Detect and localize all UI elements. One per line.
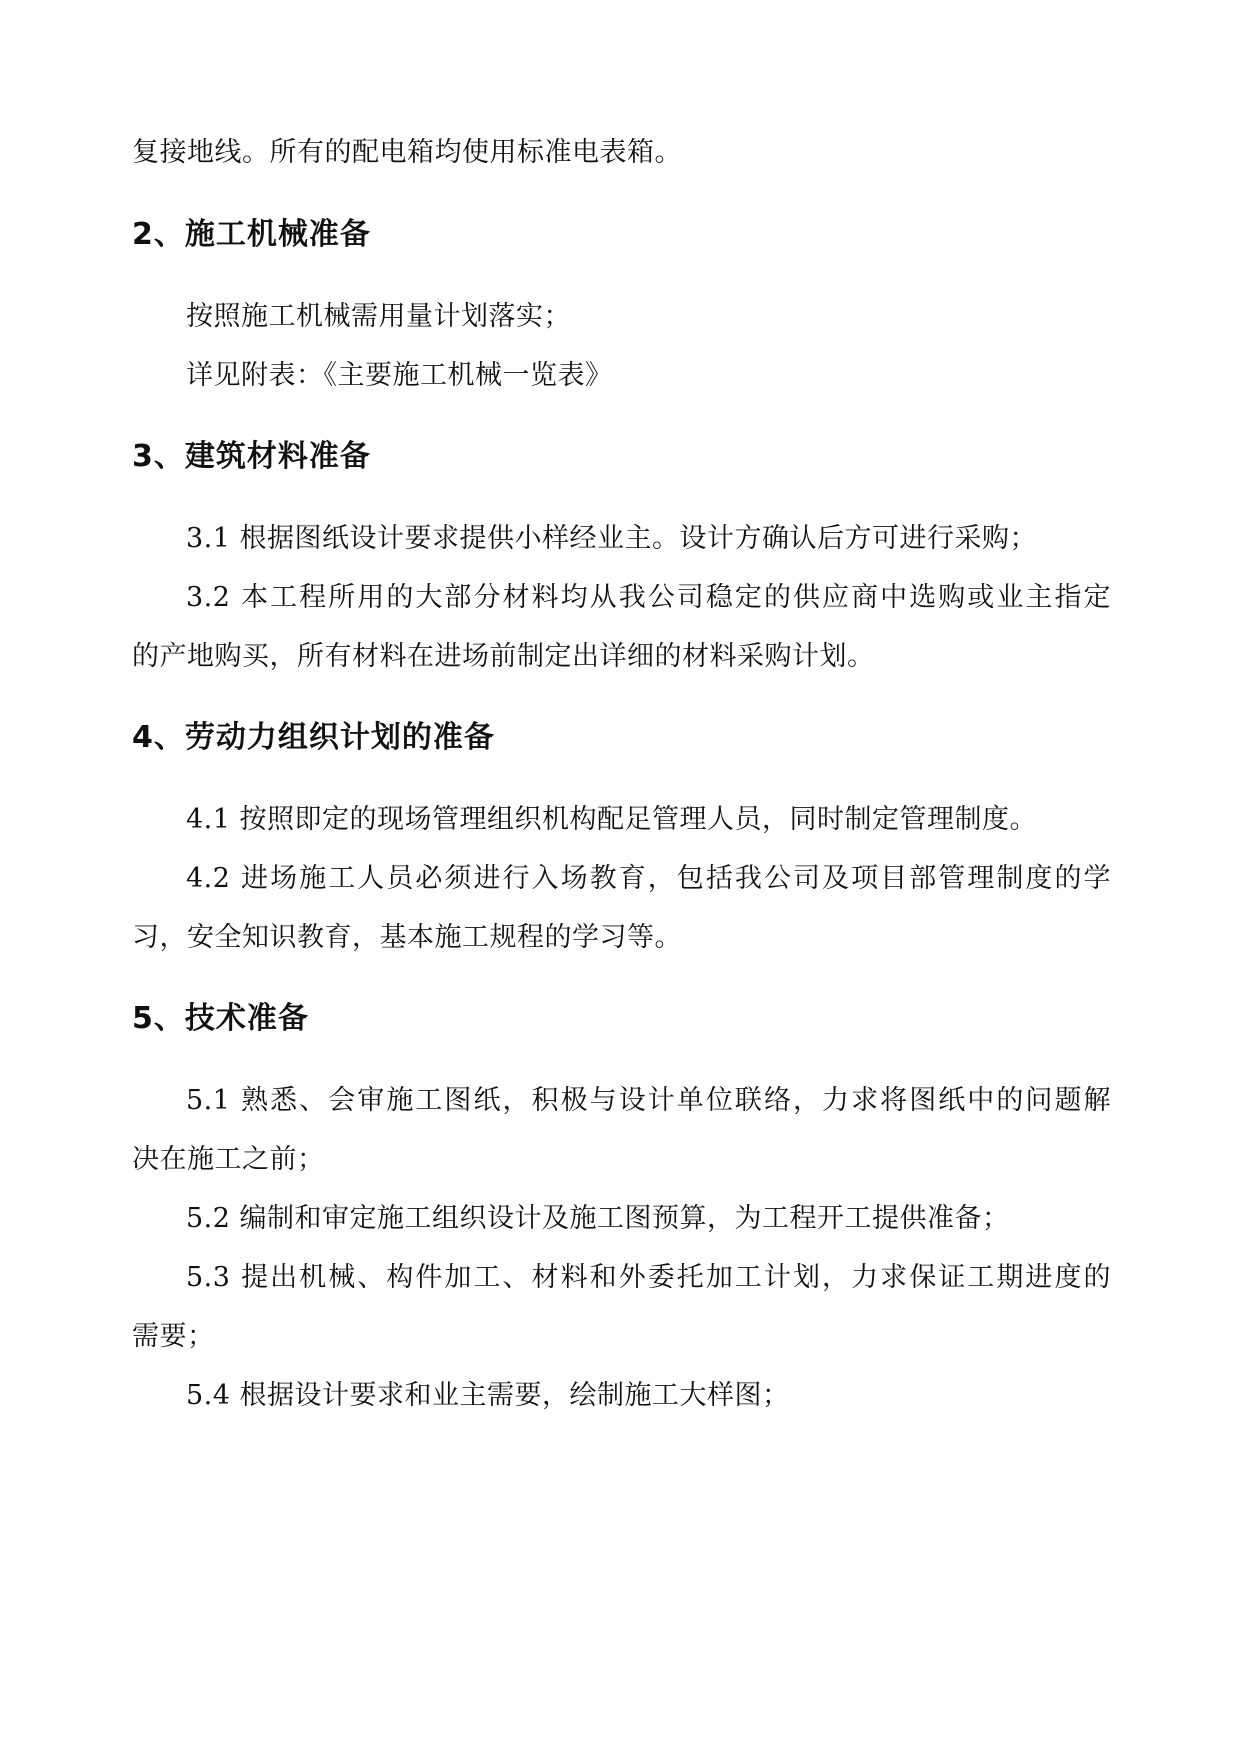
paragraph-materials-3-2: 3.2 本工程所用的大部分材料均从我公司稳定的供应商中选购或业主指定: [186, 582, 1111, 613]
paragraph-labor-4-2-cont: 习，安全知识教育，基本施工规程的学习等。: [132, 922, 682, 953]
continuation-text: 复接地线。所有的配电箱均使用标准电表箱。: [132, 137, 682, 168]
paragraph-technical-5-1-cont: 决在施工之前；: [132, 1144, 325, 1175]
section-heading-technical: 5、技术准备: [132, 1001, 309, 1036]
paragraph-labor-4-2: 4.2 进场施工人员必须进行入场教育，包括我公司及项目部管理制度的学: [186, 863, 1111, 894]
paragraph-technical-5-1: 5.1 熟悉、会审施工图纸，积极与设计单位联络，力求将图纸中的问题解: [186, 1085, 1111, 1116]
section-heading-machinery: 2、施工机械准备: [132, 217, 371, 252]
paragraph-machinery-appendix: 详见附表：《主要施工机械一览表》: [186, 360, 613, 391]
paragraph-labor-4-1: 4.1 按照即定的现场管理组织机构配足管理人员，同时制定管理制度。: [186, 804, 1038, 835]
section-heading-materials: 3、建筑材料准备: [132, 439, 371, 474]
paragraph-technical-5-3-cont: 需要；: [132, 1321, 215, 1352]
paragraph-materials-3-1: 3.1 根据图纸设计要求提供小样经业主。设计方确认后方可进行采购；: [186, 523, 1038, 554]
section-heading-labor: 4、劳动力组织计划的准备: [132, 720, 495, 755]
paragraph-materials-3-2-cont: 的产地购买，所有材料在进场前制定出详细的材料采购计划。: [132, 641, 875, 672]
paragraph-machinery-plan: 按照施工机械需用量计划落实；: [186, 301, 571, 332]
paragraph-technical-5-4: 5.4 根据设计要求和业主需要，绘制施工大样图；: [186, 1380, 790, 1411]
paragraph-technical-5-3: 5.3 提出机械、构件加工、材料和外委托加工计划，力求保证工期进度的: [186, 1262, 1111, 1293]
paragraph-technical-5-2: 5.2 编制和审定施工组织设计及施工图预算，为工程开工提供准备；: [186, 1203, 1010, 1234]
